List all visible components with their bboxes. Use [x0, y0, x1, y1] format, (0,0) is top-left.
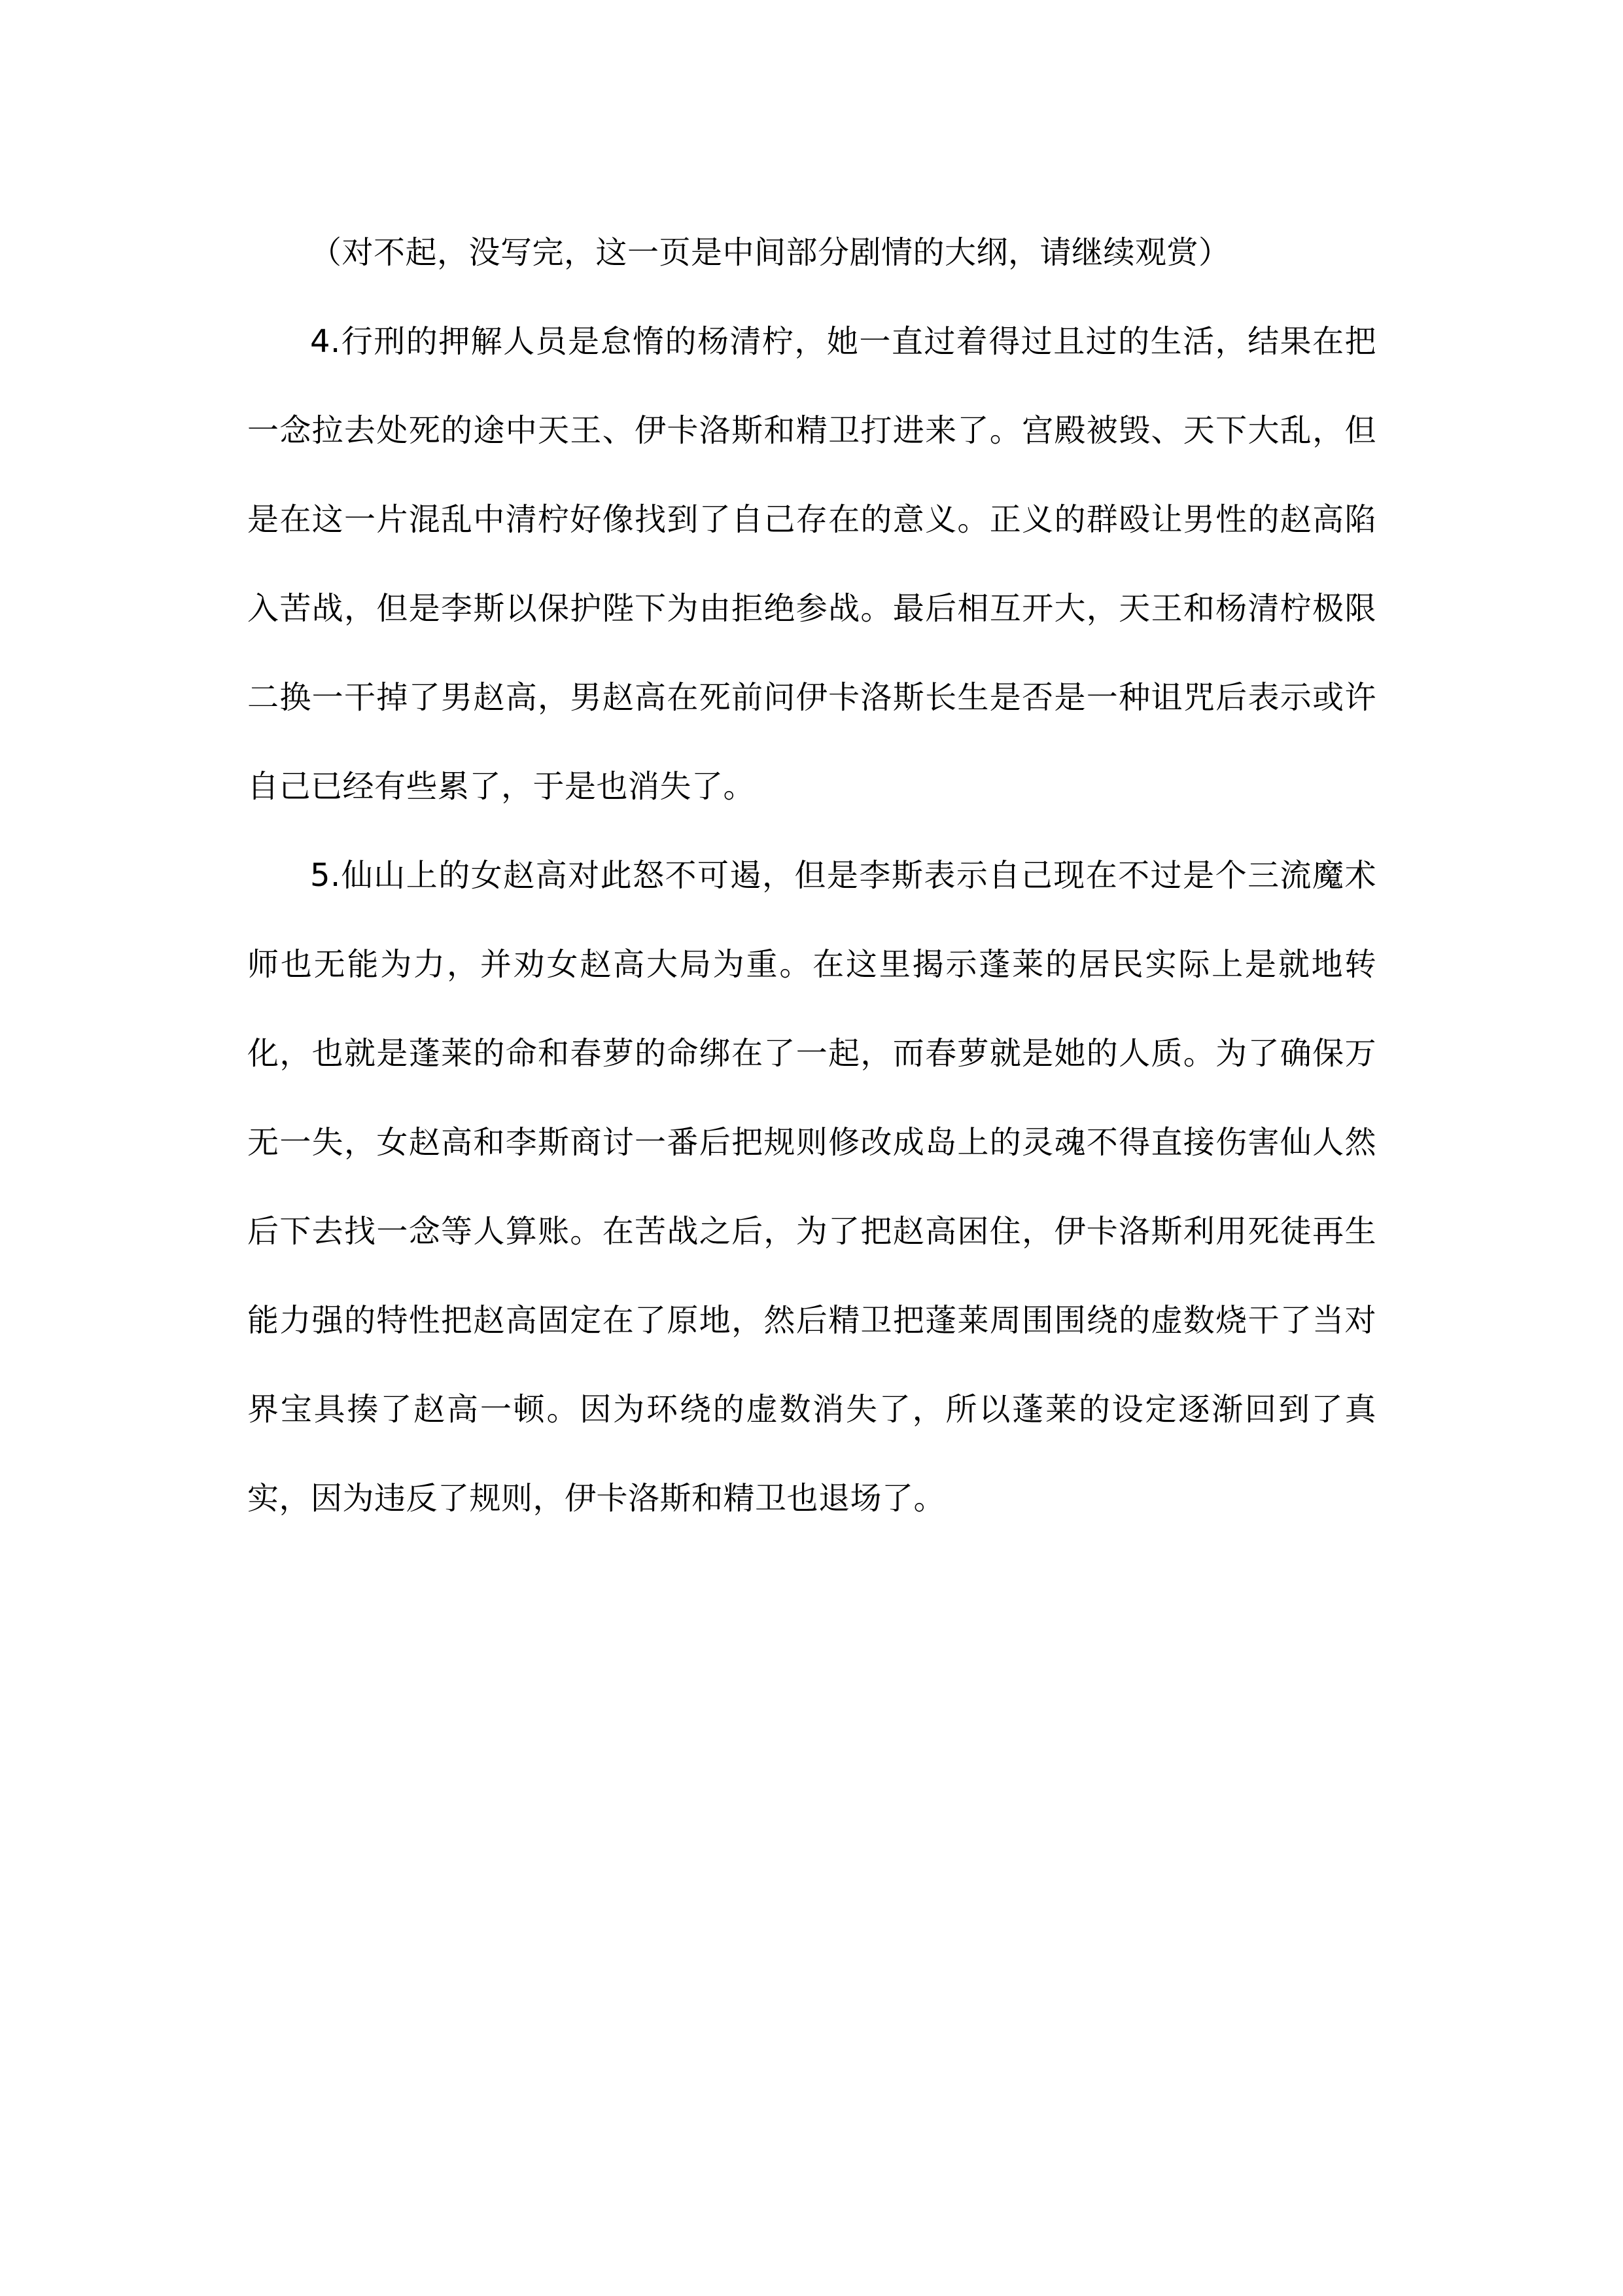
- paragraph-5: 5.仙山上的女赵高对此怒不可遏，但是李斯表示自己现在不过是个三流魔术师也无能为力，并劝女赵高大局为重。在这里揭示蓬莱的居民实际上是就地转化，也就是蓬莱的命和春萝的命绑在了一起，而春萝就是她的人质。为了确保万无一失，女赵高和李斯商讨一番后把规则修改成岛上的灵魂不得直接伤害仙人然后下去找一念等人算账。在苦战之后，为了把赵高困住，伊卡洛斯利用死徒再生能力强的特性把赵高固定在了原地，然后精卫把蓬莱周围围绕的虚数烧干了当对界宝具揍了赵高一顿。因为环绕的虚数消失了，所以蓬莱的设定逐渐回到了真实，因为违反了规则，伊卡洛斯和精卫也退场了。: [247, 857, 1376, 1517]
- text-block: [247, 208, 1376, 1543]
- author-note: （对不起，没写完，这一页是中间部分剧情的大纲，请继续观赏）: [310, 234, 1230, 271]
- paragraph-4: 4.行刑的押解人员是怠惰的杨清柠，她一直过着得过且过的生活，结果在把一念拉去处死的途中天王、伊卡洛斯和精卫打进来了。宫殿被毁、天下大乱，但是在这一片混乱中清柠好像找到了自己存在的意义。正义的群殴让男性的赵高陷入苦战，但是李斯以保护陛下为由拒绝参战。最后相互开大，天王和杨清柠极限二换一干掉了男赵高，男赵高在死前问伊卡洛斯长生是否是一种诅咒后表示或许自己已经有些累了，于是也消失了。: [247, 323, 1376, 805]
